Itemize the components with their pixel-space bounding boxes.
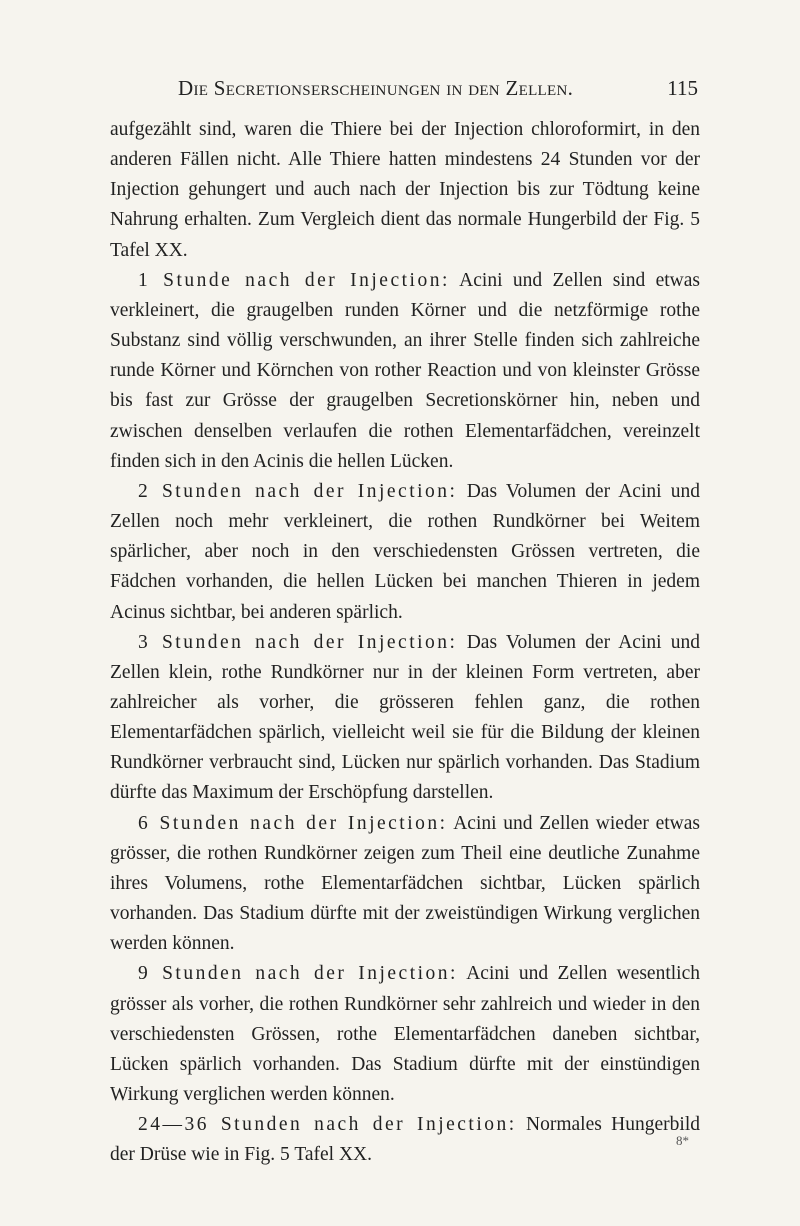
paragraph: [110, 266, 700, 477]
paragraph-text: Acini und Zellen wesentlich grösser als vorher, die rothen Rundkörner sehr zahlreich und wieder in den verschiedensten Grössen, rothe Elementarfädchen daneben sichtbar, Lücken spärlich vorhanden. Das Stadium dürfte mit der einstündigen Wirkung verglichen werden können.: [110, 963, 700, 1105]
paragraph: [110, 809, 700, 960]
paragraph-text: Das Volumen der Acini und Zellen klein, rothe Rundkörner nur in der kleinen Form vertreten, aber zahlreicher als vorher, die grösseren fehlen ganz, die rothen Elementarfädchen spärlich, vielleicht weil sie für die Bildung der kleinen Rundkörner verbraucht sind, Lücken nur spärlich vorhanden. Das Stadium dürfte das Maximum der Erschöpfung darstellen.: [110, 631, 700, 804]
paragraph-text: Normales Hungerbild der Drüse wie in Fig. 5 Tafel XX.: [110, 1114, 700, 1166]
paragraph-lead: 1 Stunde nach der Injection:: [138, 269, 450, 291]
signature-mark: 8*: [676, 1133, 689, 1148]
paragraph-text: Das Volumen der Acini und Zellen noch mehr verkleinert, die rothen Rundkörner bei Weitem spärlicher, aber noch in den verschiedensten Grössen vertreten, die Fädchen vorhanden, die hellen Lücken bei manchen Thieren in jedem Acinus sichtbar, bei anderen spärlich.: [110, 480, 700, 623]
paragraph: [110, 115, 700, 266]
paragraph: [110, 628, 700, 809]
paragraph-text: Acini und Zellen sind etwas verkleinert, die graugelben runden Körner und die netzförmige rothe Substanz sind völlig verschwunden, an ihrer Stelle finden sich zahlreiche runde Körner und Körnchen von rother Reaction und von kleinster Grösse bis fast zur Grösse der graugelben Secretionskörner hin, neben und zwischen denselben verlaufen die rothen Elementarfädchen, vereinzelt finden sich in den Acinis die hellen Lücken.: [110, 269, 700, 472]
paragraph-text: aufgezählt sind, waren die Thiere bei der Injection chloroformirt, in den anderen Fällen nicht. Alle Thiere hatten mindestens 24 Stunden vor der Injection gehungert und auch nach der Injection bis zur Tödtung keine Nahrung erhalten. Zum Vergleich dient das normale Hungerbild der Fig. 5 Tafel XX.: [110, 119, 700, 261]
page-number: 115: [667, 76, 698, 100]
paragraph: [110, 959, 700, 1110]
paragraph: [110, 477, 700, 628]
page-header: [178, 76, 698, 101]
paragraph-lead: 6 Stunden nach der Injection:: [138, 812, 448, 834]
paragraph-lead: 3 Stunden nach der Injection:: [138, 631, 458, 653]
paragraph-lead: 24—36 Stunden nach der Injection:: [138, 1114, 517, 1136]
paragraph-lead: 9 Stunden nach der Injection:: [138, 963, 458, 985]
running-title: Die Secretionserscheinungen in den Zellen.: [178, 76, 574, 100]
body-text: [110, 115, 700, 1170]
paragraph: [110, 1110, 700, 1170]
paragraph-lead: 2 Stunden nach der Injection:: [138, 480, 458, 502]
paragraph-text: Acini und Zellen wieder etwas grösser, die rothen Rundkörner zeigen zum Theil eine deutliche Zunahme ihres Volumens, rothe Elementarfädchen sichtbar, Lücken spärlich vorhanden. Das Stadium dürfte mit der zweistündigen Wirkung verglichen werden können.: [110, 812, 700, 955]
